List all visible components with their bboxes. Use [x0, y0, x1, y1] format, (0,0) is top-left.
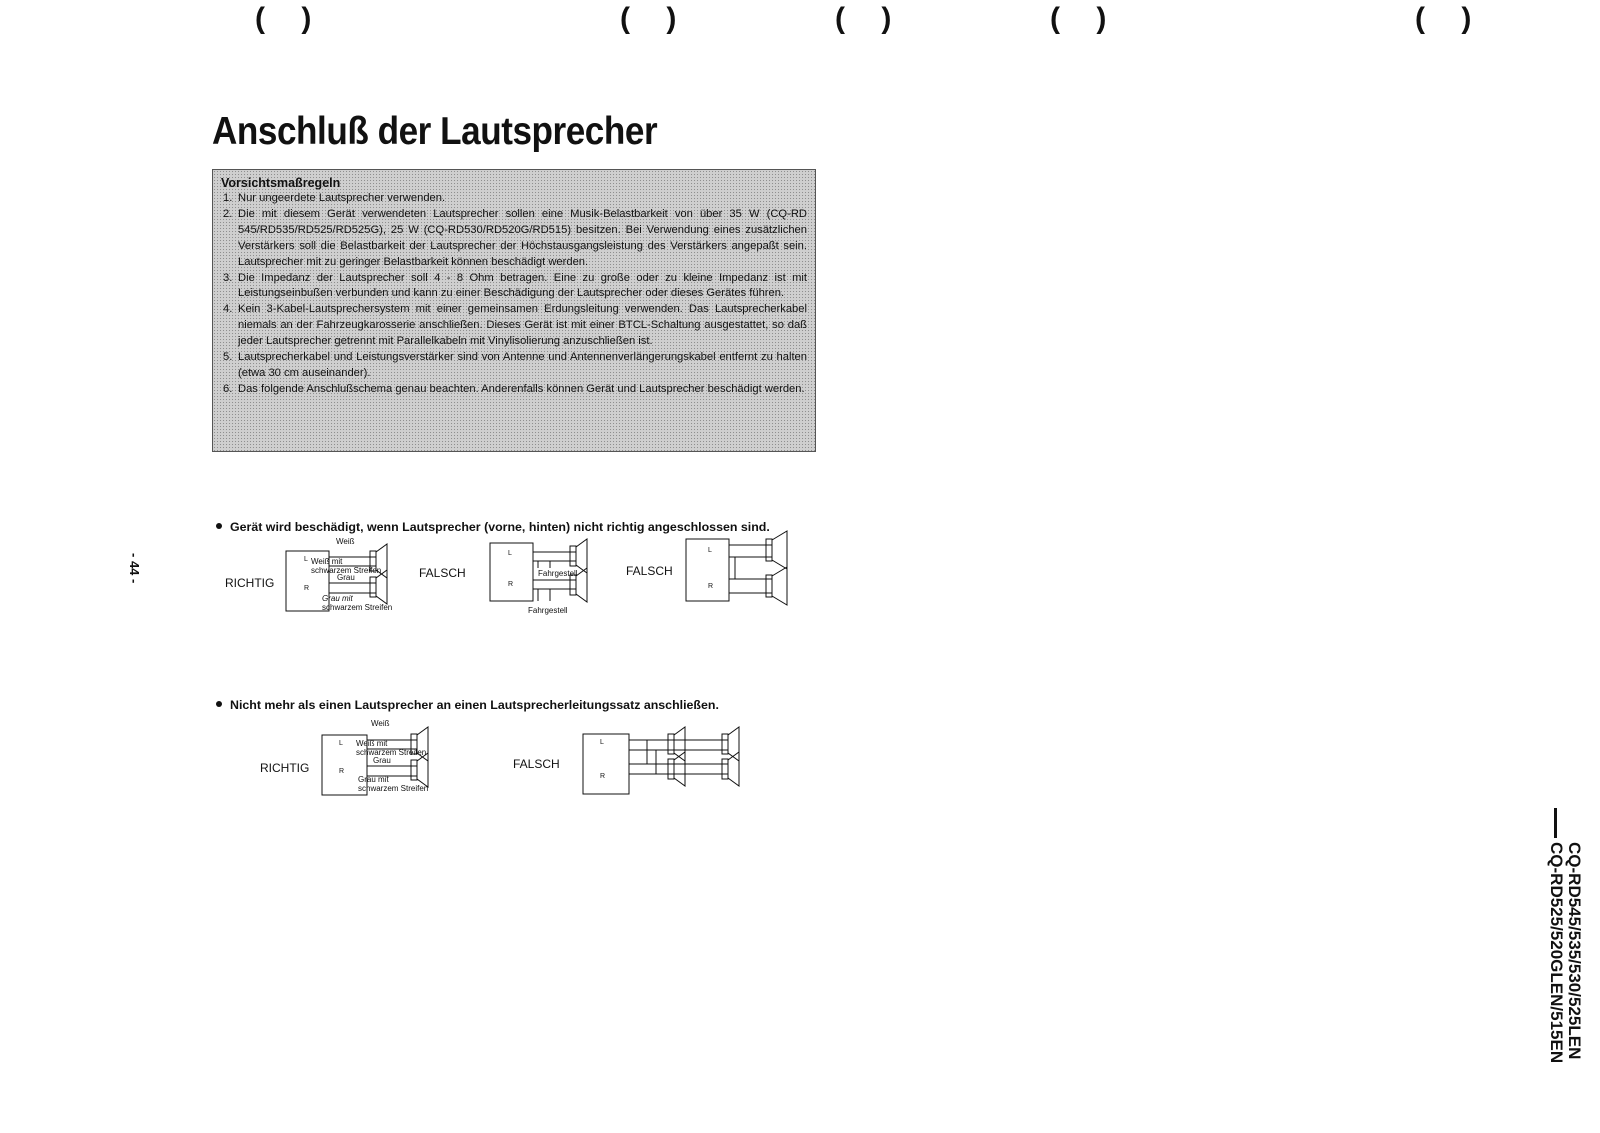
wiring-note-2: [216, 698, 719, 712]
wire-label: Grau: [373, 756, 391, 765]
wire-label: Grau mit: [322, 594, 353, 603]
bullet-icon: [216, 523, 222, 529]
chassis-label: Fahrgestell: [538, 569, 578, 578]
page-number: - 44 -: [127, 553, 142, 584]
wire-label: schwarzem Streifen: [358, 784, 429, 793]
correct-label: RICHTIG: [225, 576, 275, 590]
model-number: CQ-RD545/535/530/525LEN: [1565, 842, 1584, 1060]
binding-mark: ( ): [255, 2, 326, 35]
channel-r-label: R: [508, 581, 514, 588]
model-number: CQ-RD525/520GLEN/515EN: [1547, 842, 1566, 1064]
wiring-note-1-text: Gerät wird beschädigt, wenn Lautsprecher (vorne, hinten) nicht richtig angeschlossen sind.: [230, 520, 770, 534]
caution-heading: Vorsichtsmaßregeln: [221, 176, 341, 190]
channel-r-label: R: [339, 768, 345, 775]
side-marker: [1554, 808, 1557, 838]
wire-label: schwarzem Streifen: [322, 603, 393, 612]
wire-label: schwarzem Streifen: [356, 748, 427, 757]
wiring-note-2-text: Nicht mehr als einen Lautsprecher an einen Lautsprecherleitungssatz anschließen.: [230, 698, 719, 712]
page-title: Anschluß der Lautsprecher: [212, 110, 658, 153]
channel-l-label: L: [508, 550, 512, 557]
caution-item: Lautsprecherkabel und Leistungsverstärker sind von Antenne und Antennenverlängerungskabel entfernt zu halten (etwa 30 cm auseinander).: [238, 351, 807, 379]
wire-label: Weiß mit: [311, 557, 343, 566]
wrong-label: FALSCH: [419, 566, 466, 580]
correct-label: RICHTIG: [260, 761, 310, 775]
wire-label: Grau mit: [358, 775, 389, 784]
binding-mark: ( ): [835, 2, 906, 35]
wire-label: Grau: [337, 573, 355, 582]
wire-label: Weiß: [336, 537, 355, 546]
wiring-note-1: [216, 520, 770, 534]
binding-mark: ( ): [1050, 2, 1121, 35]
channel-r-label: R: [708, 583, 714, 590]
caution-item: Die mit diesem Gerät verwendeten Lautsprecher sollen eine Musik-Belastbarkeit von über 35 W (CQ-RD 545/RD535/RD525/RD525G), 25 W (CQ-RD530/RD520G/RD515) besitzen. Bei Verwendung eines zusätzlichen Verstärkers soll die Belastbarkeit der Lautsprecher der Höchstausgangsleistung des Verstärkers angepaßt sein. Lautsprecher mit zu geringer Belastbarkeit können beschädigt werden.: [238, 207, 807, 268]
caution-box: [212, 169, 816, 452]
caution-item: Das folgende Anschlußschema genau beachten. Anderenfalls können Gerät und Lautsprecher beschädigt werden.: [238, 382, 805, 395]
wiring-diagram-row-1: [220, 537, 820, 633]
caution-item: Nur ungeerdete Lautsprecher verwenden.: [238, 192, 446, 204]
caution-item: Die Impedanz der Lautsprecher soll 4 - 8 Ohm betragen. Eine zu große oder zu kleine Impedanz ist mit Leistungseinbußen verbunden und kann zu einer Beschädigung der Lautsprecher oder dieses Gerätes führen.: [238, 271, 807, 300]
channel-l-label: L: [708, 547, 712, 554]
bullet-icon: [216, 701, 222, 707]
channel-r-label: R: [304, 585, 310, 592]
channel-r-label: R: [600, 773, 606, 780]
chassis-label: Fahrgestell: [528, 606, 568, 615]
channel-l-label: L: [339, 740, 343, 747]
wiring-diagram-row-2: [260, 719, 780, 807]
binding-mark: ( ): [620, 2, 691, 35]
caution-item: Kein 3-Kabel-Lautsprechersystem mit einer gemeinsamen Erdungsleitung verwenden. Das Lautsprecherkabel niemals an der Fahrzeugkarosserie anschließen. Dieses Gerät ist mit einer BTCL-Schaltung ausgestattet, so daß jeder Lautsprecher getrennt mit Parallelkabeln mit Vinylisolierung anzuschließen ist.: [238, 303, 807, 348]
channel-l-label: L: [600, 739, 604, 746]
wire-label: schwarzem Streifen: [311, 566, 382, 575]
wire-label: Weiß: [371, 719, 390, 728]
binding-mark: ( ): [1415, 2, 1486, 35]
wire-label: Weiß mit: [356, 739, 388, 748]
wrong-label: FALSCH: [626, 564, 673, 578]
channel-l-label: L: [304, 556, 308, 563]
caution-list: [221, 191, 807, 398]
wrong-label: FALSCH: [513, 757, 560, 771]
